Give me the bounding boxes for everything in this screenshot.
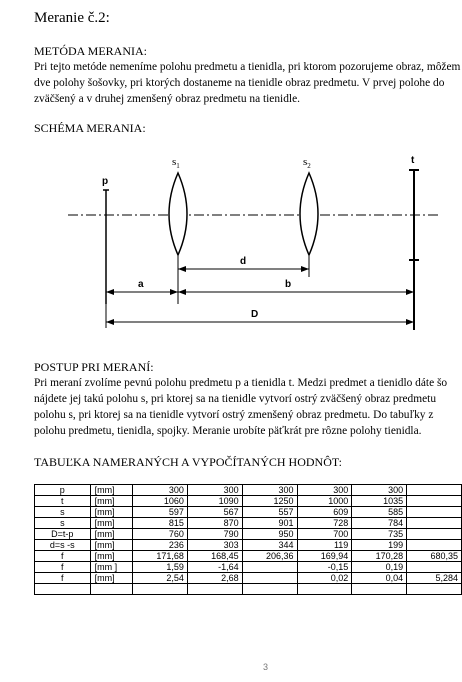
label-s2: $s_2$ bbox=[303, 156, 311, 171]
value-cell: 567 bbox=[187, 507, 242, 518]
unit-cell: [mm] bbox=[90, 551, 132, 562]
row-label-cell: f bbox=[35, 573, 91, 584]
table-heading: TABUĽKA NAMERANÝCH A VYPOČÍTANÝCH HODNÔT: bbox=[34, 455, 342, 469]
value-cell: 950 bbox=[242, 529, 297, 540]
procedure-heading: POSTUP PRI MERANÍ: bbox=[34, 360, 154, 374]
value-cell: 0,04 bbox=[352, 573, 407, 584]
label-t: t bbox=[411, 155, 415, 166]
value-cell bbox=[407, 496, 462, 507]
value-cell: 0,02 bbox=[297, 573, 352, 584]
value-cell: -0,15 bbox=[297, 562, 352, 573]
unit-cell: [mm] bbox=[90, 507, 132, 518]
value-cell bbox=[407, 529, 462, 540]
value-cell: 815 bbox=[133, 518, 188, 529]
value-cell: 735 bbox=[352, 529, 407, 540]
value-cell: 300 bbox=[297, 485, 352, 496]
value-cell: 728 bbox=[297, 518, 352, 529]
table-row bbox=[35, 540, 462, 551]
method-line-3: zväčšený a v druhej zmenšený obraz predmetu na tienidle. bbox=[34, 93, 300, 105]
dim-b-arrow-left bbox=[178, 289, 186, 295]
row-label-cell: f bbox=[35, 551, 91, 562]
value-cell: 790 bbox=[187, 529, 242, 540]
value-cell: 169,94 bbox=[297, 551, 352, 562]
method-line-2: dve polohy šošovky, pri ktorých dostaneme na tienidle obraz predmetu. V prvej polohe do bbox=[34, 77, 445, 89]
value-cell: 700 bbox=[297, 529, 352, 540]
value-cell bbox=[297, 584, 352, 595]
value-cell: 300 bbox=[133, 485, 188, 496]
table-row bbox=[35, 584, 462, 595]
label-p: p bbox=[102, 176, 109, 187]
method-line-1: Pri tejto metóde nemeníme polohu predmetu a tienidla, pri ktorom pozorujeme obraz, môžem bbox=[34, 61, 461, 73]
procedure-line-4: polohu predmetu, tienidla, spojky. Meranie urobíte päťkrát pre rôzne polohy tienidla. bbox=[34, 425, 422, 437]
value-cell: 119 bbox=[297, 540, 352, 551]
value-cell: 199 bbox=[352, 540, 407, 551]
table-row bbox=[35, 507, 462, 518]
value-cell: 585 bbox=[352, 507, 407, 518]
value-cell: 300 bbox=[187, 485, 242, 496]
value-cell: 680,35 bbox=[407, 551, 462, 562]
unit-cell: [mm] bbox=[90, 518, 132, 529]
label-D: D bbox=[251, 309, 259, 320]
label-d: d bbox=[240, 256, 247, 267]
table-row bbox=[35, 496, 462, 507]
value-cell: 1035 bbox=[352, 496, 407, 507]
page-title: Meranie č.2: bbox=[34, 10, 110, 26]
value-cell: 344 bbox=[242, 540, 297, 551]
value-cell: 300 bbox=[352, 485, 407, 496]
value-cell: 236 bbox=[133, 540, 188, 551]
value-cell: 2,54 bbox=[133, 573, 188, 584]
value-cell: 1,59 bbox=[133, 562, 188, 573]
value-cell: 760 bbox=[133, 529, 188, 540]
dim-b-arrow-right bbox=[406, 289, 414, 295]
value-cell: 5,284 bbox=[407, 573, 462, 584]
value-cell bbox=[187, 584, 242, 595]
value-cell bbox=[242, 584, 297, 595]
value-cell: 597 bbox=[133, 507, 188, 518]
value-cell: 1250 bbox=[242, 496, 297, 507]
table-row bbox=[35, 529, 462, 540]
lens-s2 bbox=[300, 173, 318, 255]
unit-cell: [mm ] bbox=[90, 562, 132, 573]
measurement-table bbox=[34, 484, 462, 595]
unit-cell bbox=[90, 584, 132, 595]
dim-D-arrow-right bbox=[406, 319, 414, 325]
dim-d-arrow-left bbox=[178, 266, 186, 272]
value-cell: 609 bbox=[297, 507, 352, 518]
value-cell: 1060 bbox=[133, 496, 188, 507]
value-cell: 206,36 bbox=[242, 551, 297, 562]
table-row bbox=[35, 562, 462, 573]
unit-cell: [mm] bbox=[90, 529, 132, 540]
value-cell: 901 bbox=[242, 518, 297, 529]
value-cell bbox=[242, 562, 297, 573]
value-cell: 0,19 bbox=[352, 562, 407, 573]
value-cell: 1090 bbox=[187, 496, 242, 507]
value-cell bbox=[352, 584, 407, 595]
value-cell bbox=[407, 584, 462, 595]
value-cell: 303 bbox=[187, 540, 242, 551]
value-cell bbox=[407, 485, 462, 496]
row-label-cell: p bbox=[35, 485, 91, 496]
label-s1: $s_1$ bbox=[172, 156, 180, 171]
value-cell: 557 bbox=[242, 507, 297, 518]
scheme-heading: SCHÉMA MERANIA: bbox=[34, 121, 146, 135]
row-label-cell bbox=[35, 584, 91, 595]
value-cell bbox=[133, 584, 188, 595]
value-cell bbox=[407, 507, 462, 518]
dim-d-arrow-right bbox=[301, 266, 309, 272]
value-cell: 171,68 bbox=[133, 551, 188, 562]
method-heading: METÓDA MERANIA: bbox=[34, 44, 147, 58]
value-cell: 2,68 bbox=[187, 573, 242, 584]
label-a: a bbox=[138, 279, 144, 290]
value-cell: -1,64 bbox=[187, 562, 242, 573]
table-row bbox=[35, 573, 462, 584]
page-number: 3 bbox=[263, 662, 269, 672]
table-row bbox=[35, 518, 462, 529]
row-label-cell: t bbox=[35, 496, 91, 507]
dim-D-arrow-left bbox=[106, 319, 114, 325]
lens-s1 bbox=[169, 173, 187, 255]
table-row bbox=[35, 485, 462, 496]
value-cell bbox=[242, 573, 297, 584]
value-cell: 784 bbox=[352, 518, 407, 529]
procedure-line-1: Pri meraní zvolíme pevnú polohu predmetu p a tienidla t. Medzi predmet a tienidlo dáte šo bbox=[34, 377, 448, 389]
dim-a-arrow-right bbox=[170, 289, 178, 295]
unit-cell: [mm] bbox=[90, 485, 132, 496]
row-label-cell: s bbox=[35, 507, 91, 518]
value-cell bbox=[407, 562, 462, 573]
dim-a-arrow-left bbox=[106, 289, 114, 295]
value-cell: 168,45 bbox=[187, 551, 242, 562]
procedure-line-3: polohu s, pri ktorej sa na tienidle vytvorí ostrý zmenšený obraz predmetu. Do tabuľky z bbox=[34, 409, 434, 421]
value-cell: 300 bbox=[242, 485, 297, 496]
unit-cell: [mm] bbox=[90, 573, 132, 584]
value-cell bbox=[407, 518, 462, 529]
label-b: b bbox=[285, 279, 292, 290]
value-cell bbox=[407, 540, 462, 551]
table-row bbox=[35, 551, 462, 562]
row-label-cell: D=t-p bbox=[35, 529, 91, 540]
row-label-cell: f bbox=[35, 562, 91, 573]
value-cell: 870 bbox=[187, 518, 242, 529]
row-label-cell: d=s -s bbox=[35, 540, 91, 551]
value-cell: 1000 bbox=[297, 496, 352, 507]
unit-cell: [mm] bbox=[90, 540, 132, 551]
procedure-line-2: nájdete jej takú polohu s, pri ktorej sa na tienidle vytvorí ostrý zväčšený obraz predmetu bbox=[34, 393, 437, 405]
unit-cell: [mm] bbox=[90, 496, 132, 507]
value-cell: 170,28 bbox=[352, 551, 407, 562]
row-label-cell: s bbox=[35, 518, 91, 529]
